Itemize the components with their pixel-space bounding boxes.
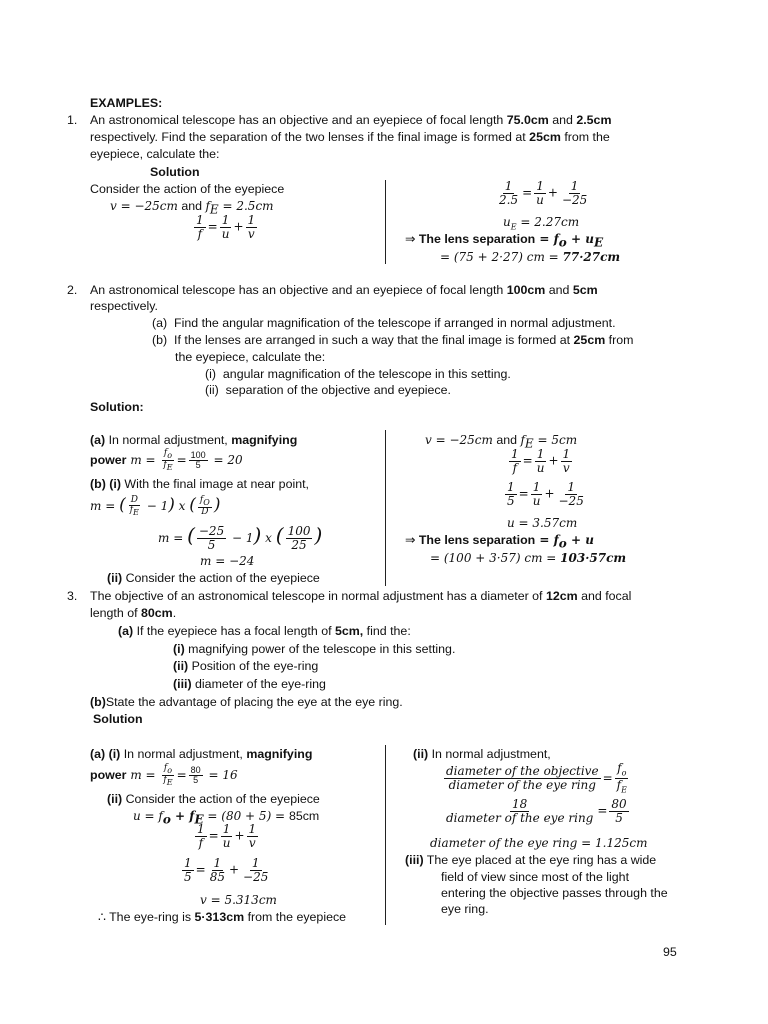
ex2-lens-separation: ⇒ The lens separation = $f_o + u$: [405, 533, 594, 551]
ex3-part-a-iii: (iii) diameter of the eye-ring: [173, 677, 326, 691]
ex2-part-b-ii: (ii) separation of the objective and eyepiece.: [205, 383, 451, 397]
ex3-advantage-line-1: (iii) The eye placed at the eye ring has a wide: [405, 853, 657, 867]
ex2-magnifying-power: power m = $\frac{f_o}{f_E}$ = $\frac{100}{5}$ = 20: [90, 448, 243, 472]
ex2-separation-calc: = (100 + 3·57) cm = 103·57cm: [430, 551, 627, 565]
example-1-solution-label: Solution: [150, 165, 200, 179]
ex3-part-a: (a) If the eyepiece has a focal length of 5cm, find the:: [118, 624, 411, 638]
ex2-substituted-formula: $\frac{1}{5}$ = $\frac{1}{u}$ + $\frac{1}{-25}$: [507, 480, 584, 508]
ex2-near-point: (b) (i) With the final image at near point,: [90, 477, 309, 491]
implies-icon: ⇒: [405, 232, 416, 246]
ex2-given-values: v = −25cm and $f_E = 5cm$: [425, 433, 578, 451]
ex2-magnification-formula: m = ( $\frac{D}{f_E}$ − 1) x ( $\frac{f_O}{D}$ ): [90, 494, 221, 517]
ex3-part-b: (b)State the advantage of placing the eye at the eye ring.: [90, 695, 403, 709]
ex1-lens-separation: ⇒ The lens separation = $f_o + u_E$: [405, 232, 604, 250]
ex1-substituted-formula: $\frac{1}{2.5}$ = $\frac{1}{u}$ + $\frac{1}{-25}$: [499, 179, 588, 207]
example-3-solution-label: Solution: [93, 712, 143, 726]
ex2-column-divider: [385, 430, 386, 586]
implies-icon: ⇒: [405, 533, 416, 547]
ex3-eye-ring-diameter: diameter of the eye ring = 1.125cm: [430, 836, 648, 850]
ex1-column-divider: [385, 180, 386, 264]
ex3-advantage-line-2: field of view since most of the light: [441, 870, 630, 884]
example-1-line-2: respectively. Find the separation of the two lenses if the final image is formed at 25cm from the: [90, 130, 610, 144]
example-3-number: 3.: [67, 589, 78, 603]
ex2-magnification-substituted: m = ( $\frac{-25}{5}$ − 1) x ( $\frac{100}{25}$ ): [158, 523, 323, 552]
example-3-line-2: length of 80cm.: [90, 606, 177, 620]
example-2-line-1: An astronomical telescope has an objective and an eyepiece of focal length 100cm and 5cm: [90, 283, 598, 297]
example-2-line-2: respectively.: [90, 299, 158, 313]
ex1-image-distance: $u_E = 2.27cm$: [503, 215, 580, 232]
ex2-eyepiece-action: (ii) Consider the action of the eyepiece: [107, 571, 320, 585]
ex3-substituted-formula: $\frac{1}{5}$ = $\frac{1}{85}$ + $\frac{1}{-25}$: [184, 856, 269, 884]
ex1-given-values: v = −25cm and $f_E = 2.5cm$: [110, 199, 274, 217]
ex2-image-distance: u = 3.57cm: [507, 516, 578, 530]
example-1-number: 1.: [67, 113, 78, 127]
ex3-eye-ring-position: ∴ The eye-ring is 5·313cm from the eyepiece: [98, 910, 347, 924]
ex3-column-divider: [385, 745, 386, 925]
ex1-eyepiece-action: Consider the action of the eyepiece: [90, 182, 285, 196]
ex3-part-a-i: (i) magnifying power of the telescope in this setting.: [173, 642, 456, 656]
example-2-solution-label: Solution:: [90, 400, 144, 414]
ex2-lens-formula: $\frac{1}{f}$ = $\frac{1}{u}$ + $\frac{1}{v}$: [511, 447, 571, 475]
ex3-eyepiece-action: (ii) Consider the action of the eyepiece: [107, 792, 320, 806]
ex2-part-b: (b) If the lenses are arranged in such a way that the final image is formed at 25cm from: [152, 333, 634, 347]
ex3-diameter-ratio: $\frac{\text{diameter of the objective}}{\text{diameter of the eye ring}}$ = $\frac{f_o}{f_E}$: [446, 761, 627, 795]
ex3-lens-formula: $\frac{1}{f}$ = $\frac{1}{u}$ + $\frac{1}{v}$: [197, 822, 257, 850]
example-1-line-1: An astronomical telescope has an objective and an eyepiece of focal length 75.0cm and 2.5cm: [90, 113, 612, 127]
ex2-part-b-i: (i) angular magnification of the telescope in this setting.: [205, 367, 511, 381]
example-3-line-1: The objective of an astronomical telescope in normal adjustment has a diameter of 12cm and focal: [90, 589, 632, 603]
example-1-line-3: eyepiece, calculate the:: [90, 147, 220, 161]
ex3-right-normal-adjustment: (ii) In normal adjustment,: [413, 747, 551, 761]
ex3-advantage-line-3: entering the objective passes through the: [441, 886, 668, 900]
ex3-object-distance: $u = f_o + f_E = (80 + 5) = 85cm$: [133, 809, 320, 827]
ex1-separation-calc: = (75 + 2·27) cm = 77·27cm: [440, 250, 621, 264]
ex3-part-a-ii: (ii) Position of the eye-ring: [173, 659, 319, 673]
example-2-number: 2.: [67, 283, 78, 297]
page-number: 95: [663, 945, 677, 959]
ex3-diameter-substituted: $\frac{18}{\text{diameter of the eye ring}}$ = $\frac{80}{5}$: [446, 797, 627, 825]
ex3-magnifying-power: power m = $\frac{f_o}{f_E}$ = $\frac{80}{5}$ = 16: [90, 763, 238, 787]
ex3-image-distance: v = 5.313cm: [200, 893, 277, 907]
ex3-normal-adjustment: (a) (i) In normal adjustment, magnifying: [90, 747, 313, 761]
ex2-normal-adjustment: (a) In normal adjustment, magnifying: [90, 433, 298, 447]
ex2-magnification-result: m = −24: [200, 554, 255, 568]
ex3-advantage-line-4: eye ring.: [441, 902, 489, 916]
therefore-icon: ∴: [98, 910, 106, 924]
ex2-part-b-line-2: the eyepiece, calculate the:: [175, 350, 326, 364]
ex2-part-a: (a) Find the angular magnification of the telescope if arranged in normal adjustment.: [152, 316, 616, 330]
ex1-lens-formula: $\frac{1}{f}$ = $\frac{1}{u}$ + $\frac{1}{v}$: [196, 213, 256, 241]
examples-heading: EXAMPLES:: [90, 96, 163, 110]
